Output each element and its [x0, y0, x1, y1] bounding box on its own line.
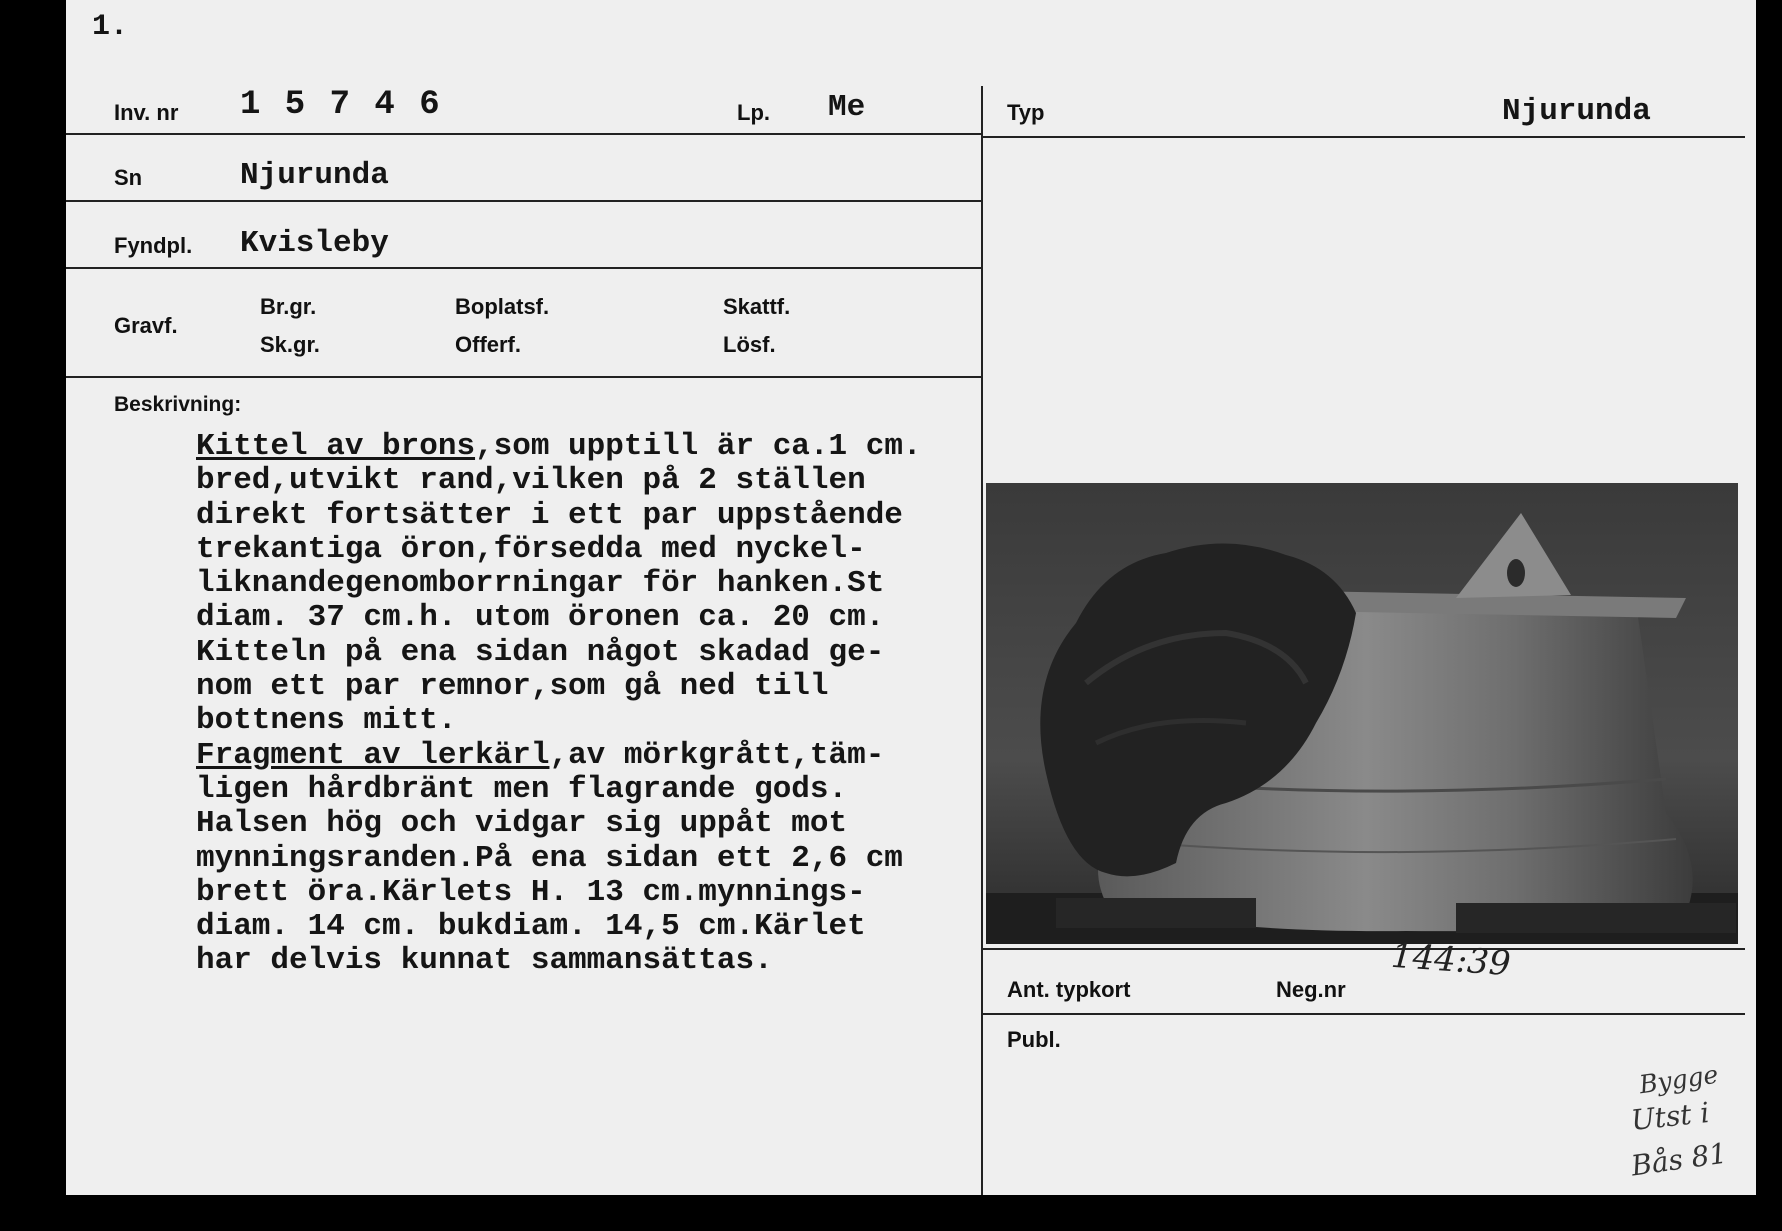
divider-photo-bottom: [982, 948, 1745, 950]
description-line: har delvis kunnat sammansättas.: [196, 943, 773, 979]
divider-fyndpl: [66, 267, 981, 269]
description-line: nom ett par remnor,som gå ned till: [196, 669, 829, 705]
description-line: [196, 430, 922, 464]
handwritten-note-3: Bås 81: [1629, 1136, 1730, 1183]
catalogue-card: [66, 0, 1756, 1195]
lp-value: Me: [828, 90, 866, 125]
gravf-label: Gravf.: [114, 313, 178, 338]
divider-sn: [66, 200, 981, 202]
divider-publ: [982, 1013, 1745, 1015]
sn-label: Sn: [114, 165, 143, 190]
description-line: liknandegenomborrningar för hanken.St: [196, 566, 885, 602]
card-number: 1.: [92, 10, 129, 44]
gravf-option-boplatsf: Boplatsf.: [455, 294, 550, 319]
sn-value: Njurunda: [240, 158, 389, 193]
description-line: trekantiga öron,försedda med nyckel-: [196, 531, 866, 567]
ant-typkort-label: Ant. typkort: [1007, 977, 1131, 1002]
cauldron-photograph: [986, 483, 1738, 944]
description-heading-kittel: Kittel av brons: [196, 429, 476, 464]
gravf-option-skgr: Sk.gr.: [260, 332, 320, 357]
description-line: diam. 14 cm. bukdiam. 14,5 cm.Kärlet: [196, 909, 866, 945]
neg-nr-label: Neg.nr: [1276, 977, 1346, 1002]
description-line: ligen hårdbränt men flagrande gods.: [196, 771, 848, 807]
divider-gravf: [66, 376, 981, 378]
gravf-option-losf: Lösf.: [723, 332, 776, 357]
description-text: [196, 430, 922, 979]
gravf-option-skattf: Skattf.: [723, 294, 791, 319]
description-heading-fragment: Fragment av lerkärl: [196, 737, 550, 773]
inv-nr-label: Inv. nr: [114, 100, 179, 125]
description-line-rest: ,som upptill är ca.1 cm.: [475, 429, 922, 464]
description-line: bred,utvikt rand,vilken på 2 ställen: [196, 463, 866, 499]
beskrivning-label: Beskrivning:: [114, 393, 242, 416]
lp-label: Lp.: [737, 100, 770, 125]
description-line: bottnens mitt.: [196, 703, 457, 739]
description-line: diam. 37 cm.h. utom öronen ca. 20 cm.: [196, 600, 885, 636]
inv-nr-value: 1 5 7 4 6: [240, 86, 442, 124]
publ-label: Publ.: [1007, 1027, 1061, 1052]
typ-value: Njurunda: [1502, 94, 1651, 129]
description-line: Kitteln på ena sidan något skadad ge-: [196, 634, 885, 670]
gravf-option-offerf: Offerf.: [455, 332, 521, 357]
description-line: [196, 739, 922, 773]
description-line: direkt fortsätter i ett par uppstående: [196, 497, 903, 533]
divider-header-right: [982, 136, 1745, 138]
description-line: Halsen hög och vidgar sig uppåt mot: [196, 806, 848, 842]
handwritten-note-1: Bygge: [1637, 1059, 1720, 1100]
description-line-rest: ,av mörkgrått,täm-: [549, 737, 885, 773]
divider-header-left: [66, 133, 981, 135]
handwritten-note-2: Utst i: [1629, 1095, 1711, 1138]
description-line: mynningsranden.På ena sidan ett 2,6 cm: [196, 840, 903, 876]
fyndpl-value: Kvisleby: [240, 226, 389, 261]
description-line: brett öra.Kärlets H. 13 cm.mynnings-: [196, 874, 866, 910]
typ-label: Typ: [1007, 100, 1045, 125]
column-divider: [981, 86, 983, 1195]
neg-nr-value: 144:39: [1389, 935, 1512, 985]
gravf-option-brgr: Br.gr.: [260, 294, 317, 319]
fyndpl-label: Fyndpl.: [114, 233, 193, 258]
